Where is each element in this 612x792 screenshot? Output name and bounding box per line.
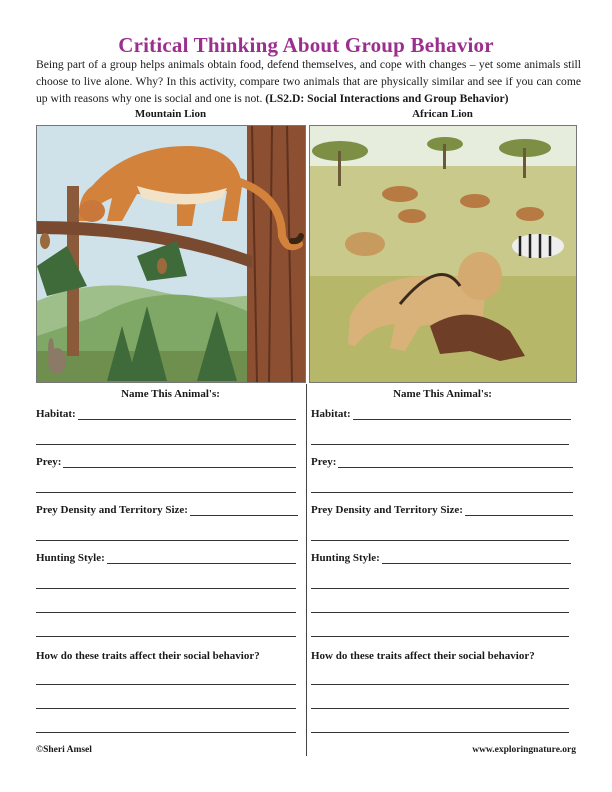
page-title: Critical Thinking About Group Behavior xyxy=(118,33,494,57)
answer-line[interactable] xyxy=(311,492,573,493)
prey-label-left: Prey: xyxy=(36,456,62,468)
copyright-text: ©Sheri Amsel xyxy=(36,745,92,755)
prey-label-right: Prey: xyxy=(311,456,337,468)
intro-text: Being part of a group helps animals obtain food, defend themselves, and cope with changes – yet some animals still choose to live alone. Why? In this activity, compare two animals that are physically similar and see if you can come up with reasons why one is social and one is not. xyxy=(36,58,581,105)
hunting-label-left: Hunting Style: xyxy=(36,552,105,564)
answer-line[interactable] xyxy=(36,636,296,637)
mountain-lion-title: Mountain Lion xyxy=(134,108,207,120)
hunting-label-right: Hunting Style: xyxy=(311,552,380,564)
answer-line[interactable] xyxy=(311,588,569,589)
african-lion-illustration xyxy=(309,125,577,383)
intro-paragraph xyxy=(36,56,581,107)
answer-line[interactable] xyxy=(36,732,296,733)
hunting-field-left[interactable] xyxy=(36,552,296,564)
name-this-animal-label-right: Name This Animal's: xyxy=(393,388,492,400)
question-right xyxy=(311,650,573,662)
name-this-animal-label-left: Name This Animal's: xyxy=(121,388,220,400)
habitat-field-right[interactable] xyxy=(311,408,571,420)
hunting-field-right[interactable] xyxy=(311,552,571,564)
answer-line[interactable] xyxy=(311,540,569,541)
density-label-left: Prey Density and Territory Size: xyxy=(36,504,188,516)
website-link[interactable]: www.exploringnature.org xyxy=(472,745,576,755)
standard-reference: (LS2.D: Social Interactions and Group Behavior) xyxy=(265,92,509,105)
question-label-right: How do these traits affect their social behavior? xyxy=(311,650,535,662)
answer-line[interactable] xyxy=(311,732,569,733)
prey-field-left[interactable] xyxy=(36,456,296,468)
answer-line[interactable] xyxy=(36,708,296,709)
answer-line[interactable] xyxy=(36,684,296,685)
answer-line[interactable] xyxy=(36,492,296,493)
density-field-right[interactable] xyxy=(311,504,573,516)
mountain-lion-illustration xyxy=(36,125,306,383)
density-field-left[interactable] xyxy=(36,504,298,516)
column-divider xyxy=(306,384,307,756)
question-label-left: How do these traits affect their social behavior? xyxy=(36,650,260,662)
habitat-field-left[interactable] xyxy=(36,408,296,420)
question-left xyxy=(36,650,298,662)
answer-line[interactable] xyxy=(311,636,569,637)
answer-line[interactable] xyxy=(311,684,569,685)
answer-line[interactable] xyxy=(36,444,296,445)
answer-line[interactable] xyxy=(311,612,569,613)
answer-line[interactable] xyxy=(36,540,298,541)
african-lion-title: African Lion xyxy=(412,108,473,120)
habitat-label-left: Habitat: xyxy=(36,408,76,420)
answer-line[interactable] xyxy=(36,588,296,589)
answer-line[interactable] xyxy=(311,444,569,445)
answer-line[interactable] xyxy=(36,612,296,613)
answer-line[interactable] xyxy=(311,708,569,709)
prey-field-right[interactable] xyxy=(311,456,573,468)
density-label-right: Prey Density and Territory Size: xyxy=(311,504,463,516)
habitat-label-right: Habitat: xyxy=(311,408,351,420)
